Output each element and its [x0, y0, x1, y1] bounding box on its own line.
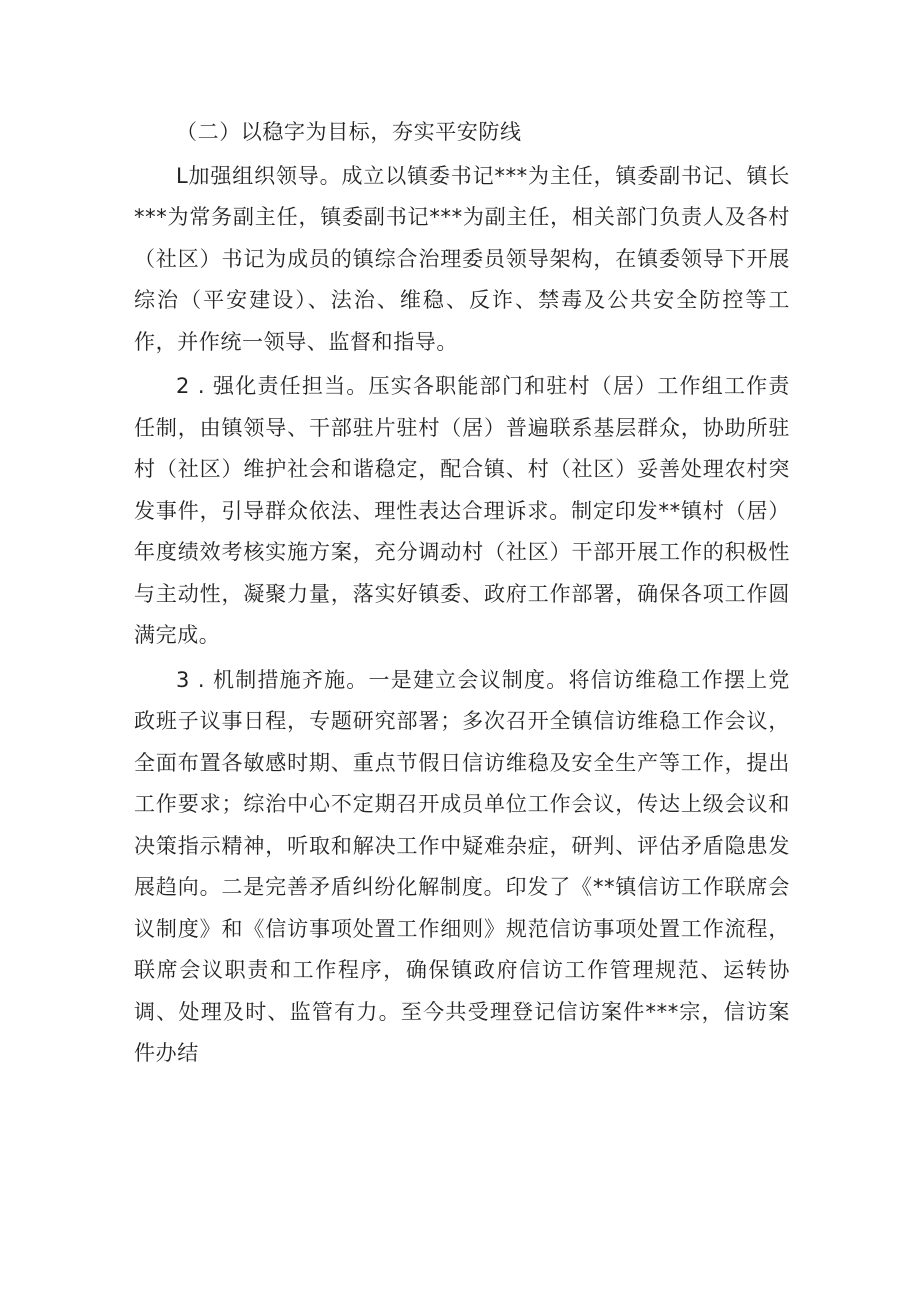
paragraph-1: L加强组织领导。成立以镇委书记***为主任，镇委副书记、镇长***为常务副主任，镇委副书记***为副主任，相关部门负责人及各村（社区）书记为成员的镇综合治理委员领导架构，在镇委领导下开展综治（平安建设）、法治、维稳、反诈、禁毒及公共安全防控等工作，并作统一领导、监督和指导。	[134, 163, 790, 354]
paragraph-3: 3 . 机制措施齐施。一是建立会议制度。将信访维稳工作摆上党政班子议事日程，专题研究部署；多次召开全镇信访维稳工作会议，全面布置各敏感时期、重点节假日信访维稳及安全生产等工作，提出工作要求；综治中心不定期召开成员单位工作会议，传达上级会议和决策指示精神，听取和解决工作中疑难杂症，研判、评估矛盾隐患发展趋向。二是完善矛盾纠纷化解制度。印发了《**镇信访工作联席会议制度》和《信访事项处置工作细则》规范信访事项处置工作流程，联席会议职责和工作程序，确保镇政府信访工作管理规范、运转协调、处理及时、监管有力。至今共受理登记信访案件***宗，信访案件办结	[134, 667, 790, 1065]
paragraph-2: 2 . 强化责任担当。压实各职能部门和驻村（居）工作组工作责任制，由镇领导、干部驻片驻村（居）普遍联系基层群众，协助所驻村（社区）维护社会和谐稳定，配合镇、村（社区）妥善处理农村突发事件，引导群众依法、理性表达合理诉求。制定印发**镇村（居）年度绩效考核实施方案，充分调动村（社区）干部开展工作的积极性与主动性，凝聚力量，落实好镇委、政府工作部署，确保各项工作圆满完成。	[134, 374, 790, 647]
document-body	[134, 112, 790, 1078]
section-heading: （二）以稳字为目标，夯实平安防线	[176, 120, 522, 144]
